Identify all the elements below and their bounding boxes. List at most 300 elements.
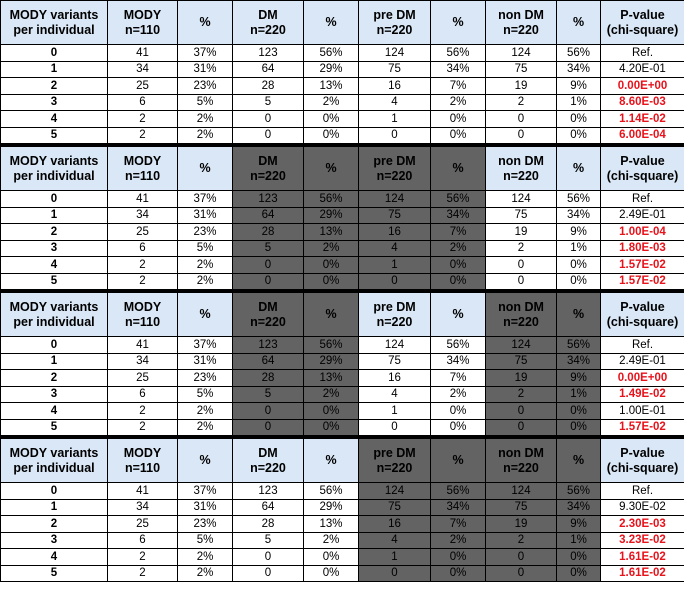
cell-pre-dm-pct: 56% (431, 337, 486, 354)
cell-pre-dm-pct: 56% (431, 191, 486, 208)
table-row (1, 224, 684, 241)
cell-mody-count: 41 (108, 45, 178, 62)
cell-non-dm-count: 19 (486, 224, 557, 241)
cell-variants: 1 (1, 353, 108, 370)
cell-non-dm-count: 124 (486, 337, 557, 354)
header-line: DM (258, 7, 278, 22)
cell-mody-count: 2 (108, 127, 178, 144)
cell-dm-count: 5 (233, 240, 304, 257)
cell-dm-pct: 29% (304, 353, 359, 370)
cell-p-value: 9.30E-02 (601, 499, 684, 516)
cell-non-dm-count: 0 (486, 273, 557, 290)
header-line: (chi-square) (606, 460, 679, 475)
cell-non-dm-pct: 34% (557, 499, 601, 516)
cell-non-dm-pct: 1% (557, 532, 601, 549)
table-row (1, 370, 684, 387)
cell-mody-count: 25 (108, 516, 178, 533)
cell-pre-dm-pct: 34% (431, 61, 486, 78)
cell-pre-dm-pct: 0% (431, 127, 486, 144)
cell-pre-dm-count: 4 (359, 386, 431, 403)
cell-mody-pct: 31% (178, 207, 233, 224)
header-line: n=220 (376, 168, 413, 183)
cell-variants: 5 (1, 565, 108, 582)
cell-mody-count: 6 (108, 532, 178, 549)
cell-dm-pct: 13% (304, 78, 359, 95)
cell-dm-count: 123 (233, 45, 304, 62)
header-non-dm-count (486, 146, 557, 191)
cell-mody-count: 41 (108, 337, 178, 354)
cell-mody-count: 25 (108, 224, 178, 241)
cell-p-value: 1.00E-01 (601, 403, 684, 420)
table-row (1, 240, 684, 257)
cell-variants: 3 (1, 240, 108, 257)
cell-mody-pct: 2% (178, 127, 233, 144)
cell-mody-pct: 2% (178, 257, 233, 274)
header-mody-pct: % (178, 438, 233, 483)
header-row (1, 1, 684, 45)
header-mody-count (108, 146, 178, 191)
table-row (1, 94, 684, 111)
cell-pre-dm-pct: 7% (431, 78, 486, 95)
header-line: per individual (13, 168, 95, 183)
cell-dm-pct: 2% (304, 94, 359, 111)
header-non-dm-count (486, 292, 557, 337)
cell-non-dm-pct: 34% (557, 61, 601, 78)
cell-variants: 0 (1, 483, 108, 500)
cell-pre-dm-count: 124 (359, 45, 431, 62)
cell-variants: 1 (1, 61, 108, 78)
cell-variants: 2 (1, 370, 108, 387)
header-line: n=220 (250, 460, 286, 475)
cell-mody-pct: 31% (178, 353, 233, 370)
header-line: P-value (620, 7, 665, 22)
cell-non-dm-count: 0 (486, 127, 557, 144)
header-pre-dm-count (359, 438, 431, 483)
header-line: n=220 (250, 314, 286, 329)
header-row (1, 438, 684, 483)
cell-pre-dm-count: 1 (359, 111, 431, 128)
cell-mody-count: 2 (108, 419, 178, 436)
table-row (1, 207, 684, 224)
cell-variants: 4 (1, 257, 108, 274)
cell-dm-count: 64 (233, 207, 304, 224)
cell-pre-dm-pct: 2% (431, 532, 486, 549)
table-row (1, 127, 684, 144)
table-row (1, 191, 684, 208)
cell-non-dm-count: 2 (486, 532, 557, 549)
cell-mody-count: 2 (108, 257, 178, 274)
header-mody-count (108, 438, 178, 483)
header-mody-pct: % (178, 146, 233, 191)
cell-mody-pct: 2% (178, 273, 233, 290)
cell-mody-pct: 5% (178, 386, 233, 403)
cell-variants: 3 (1, 386, 108, 403)
cell-dm-count: 5 (233, 532, 304, 549)
cell-mody-pct: 5% (178, 532, 233, 549)
cell-non-dm-count: 124 (486, 45, 557, 62)
cell-non-dm-pct: 9% (557, 370, 601, 387)
cell-dm-pct: 0% (304, 257, 359, 274)
cell-dm-pct: 2% (304, 240, 359, 257)
header-line: P-value (620, 445, 665, 460)
header-row (1, 292, 684, 337)
table-row (1, 549, 684, 566)
cell-pre-dm-pct: 34% (431, 499, 486, 516)
header-row (1, 146, 684, 191)
header-line: non DM (498, 153, 544, 168)
header-line: n=220 (376, 314, 413, 329)
cell-mody-count: 34 (108, 353, 178, 370)
cell-variants: 3 (1, 532, 108, 549)
cell-mody-pct: 37% (178, 45, 233, 62)
cell-dm-count: 0 (233, 549, 304, 566)
header-non-dm-pct: % (557, 438, 601, 483)
cell-p-value: 2.49E-01 (601, 207, 684, 224)
cell-pre-dm-pct: 0% (431, 403, 486, 420)
cell-dm-pct: 13% (304, 224, 359, 241)
cell-variants: 2 (1, 78, 108, 95)
cell-non-dm-count: 2 (486, 240, 557, 257)
table-row (1, 419, 684, 436)
table-row (1, 111, 684, 128)
header-line: pre DM (373, 7, 416, 22)
header-variants (1, 292, 108, 337)
header-pre-dm-count (359, 146, 431, 191)
cell-pre-dm-pct: 0% (431, 565, 486, 582)
table-row (1, 483, 684, 500)
cell-pre-dm-count: 75 (359, 499, 431, 516)
cell-variants: 5 (1, 419, 108, 436)
cell-mody-pct: 2% (178, 565, 233, 582)
cell-pre-dm-pct: 2% (431, 94, 486, 111)
cell-non-dm-pct: 0% (557, 549, 601, 566)
cell-p-value: Ref. (601, 337, 684, 354)
header-line: P-value (620, 153, 665, 168)
header-pre-dm-count (359, 292, 431, 337)
header-line: n=220 (376, 22, 413, 37)
header-dm-pct: % (304, 438, 359, 483)
header-line: MODY (123, 445, 162, 460)
cell-dm-count: 123 (233, 191, 304, 208)
table-block-4 (0, 436, 684, 582)
cell-variants: 4 (1, 549, 108, 566)
header-mody-pct: % (178, 1, 233, 45)
header-line: MODY (123, 7, 162, 22)
header-line: MODY (123, 153, 162, 168)
cell-mody-count: 25 (108, 78, 178, 95)
header-dm-pct: % (304, 1, 359, 45)
header-line: pre DM (373, 445, 416, 460)
cell-p-value: Ref. (601, 191, 684, 208)
cell-mody-pct: 2% (178, 111, 233, 128)
cell-dm-pct: 0% (304, 565, 359, 582)
cell-mody-count: 6 (108, 94, 178, 111)
cell-p-value: 0.00E+00 (601, 370, 684, 387)
table-block-2 (0, 144, 684, 290)
cell-pre-dm-count: 124 (359, 337, 431, 354)
header-line: n=220 (503, 460, 539, 475)
cell-pre-dm-count: 75 (359, 207, 431, 224)
cell-mody-count: 2 (108, 273, 178, 290)
table-row (1, 353, 684, 370)
cell-non-dm-count: 19 (486, 370, 557, 387)
cell-mody-count: 6 (108, 240, 178, 257)
header-variants (1, 438, 108, 483)
cell-dm-pct: 0% (304, 127, 359, 144)
cell-dm-count: 0 (233, 127, 304, 144)
table-row (1, 532, 684, 549)
cell-dm-pct: 0% (304, 549, 359, 566)
cell-mody-pct: 23% (178, 516, 233, 533)
cell-non-dm-pct: 0% (557, 111, 601, 128)
cell-pre-dm-pct: 0% (431, 257, 486, 274)
cell-p-value: 2.49E-01 (601, 353, 684, 370)
cell-pre-dm-pct: 7% (431, 370, 486, 387)
cell-p-value: 0.00E+00 (601, 78, 684, 95)
cell-mody-pct: 31% (178, 499, 233, 516)
cell-mody-count: 34 (108, 499, 178, 516)
cell-non-dm-count: 0 (486, 549, 557, 566)
header-non-dm-pct: % (557, 292, 601, 337)
cell-non-dm-pct: 9% (557, 516, 601, 533)
cell-mody-pct: 2% (178, 419, 233, 436)
cell-pre-dm-pct: 0% (431, 549, 486, 566)
table-row (1, 337, 684, 354)
header-line: (chi-square) (606, 22, 679, 37)
cell-pre-dm-count: 0 (359, 273, 431, 290)
cell-dm-count: 0 (233, 273, 304, 290)
header-dm-count (233, 1, 304, 45)
cell-dm-pct: 0% (304, 419, 359, 436)
cell-pre-dm-pct: 56% (431, 45, 486, 62)
cell-mody-count: 25 (108, 370, 178, 387)
cell-dm-count: 0 (233, 565, 304, 582)
cell-p-value: 1.57E-02 (601, 273, 684, 290)
header-line: MODY variants (9, 299, 99, 314)
cell-dm-pct: 0% (304, 273, 359, 290)
cell-variants: 0 (1, 337, 108, 354)
cell-non-dm-pct: 56% (557, 45, 601, 62)
header-line: n=110 (124, 22, 161, 37)
cell-pre-dm-count: 124 (359, 191, 431, 208)
cell-pre-dm-count: 0 (359, 127, 431, 144)
header-dm-pct: % (304, 292, 359, 337)
header-line: DM (258, 299, 278, 314)
header-line: (chi-square) (606, 168, 679, 183)
cell-variants: 1 (1, 207, 108, 224)
header-line: (chi-square) (606, 314, 679, 329)
header-pre-dm-pct: % (431, 1, 486, 45)
cell-non-dm-count: 0 (486, 111, 557, 128)
header-line: non DM (498, 299, 544, 314)
cell-p-value: Ref. (601, 45, 684, 62)
header-dm-pct: % (304, 146, 359, 191)
cell-dm-count: 28 (233, 78, 304, 95)
header-p-value (601, 1, 684, 45)
header-p-value (601, 292, 684, 337)
cell-variants: 1 (1, 499, 108, 516)
cell-dm-pct: 0% (304, 111, 359, 128)
cell-mody-count: 2 (108, 403, 178, 420)
cell-mody-pct: 5% (178, 94, 233, 111)
table-row (1, 61, 684, 78)
header-line: per individual (13, 314, 95, 329)
header-line: P-value (620, 299, 665, 314)
cell-pre-dm-pct: 34% (431, 207, 486, 224)
cell-dm-count: 0 (233, 403, 304, 420)
header-non-dm-pct: % (557, 1, 601, 45)
cell-mody-pct: 23% (178, 224, 233, 241)
cell-pre-dm-count: 4 (359, 532, 431, 549)
cell-variants: 4 (1, 403, 108, 420)
cell-p-value: 1.61E-02 (601, 565, 684, 582)
cell-pre-dm-pct: 0% (431, 419, 486, 436)
cell-non-dm-pct: 0% (557, 403, 601, 420)
cell-variants: 5 (1, 273, 108, 290)
cell-dm-pct: 56% (304, 45, 359, 62)
cell-pre-dm-pct: 34% (431, 353, 486, 370)
cell-p-value: 1.80E-03 (601, 240, 684, 257)
cell-non-dm-pct: 0% (557, 257, 601, 274)
header-non-dm-count (486, 438, 557, 483)
cell-pre-dm-count: 0 (359, 565, 431, 582)
cell-p-value: 8.60E-03 (601, 94, 684, 111)
cell-p-value: 2.30E-03 (601, 516, 684, 533)
cell-non-dm-pct: 1% (557, 386, 601, 403)
header-p-value (601, 146, 684, 191)
cell-mody-pct: 23% (178, 78, 233, 95)
header-dm-count (233, 292, 304, 337)
cell-variants: 2 (1, 224, 108, 241)
header-line: n=110 (124, 168, 161, 183)
table-row (1, 45, 684, 62)
cell-variants: 0 (1, 45, 108, 62)
cell-pre-dm-pct: 7% (431, 516, 486, 533)
cell-pre-dm-pct: 0% (431, 111, 486, 128)
cell-variants: 2 (1, 516, 108, 533)
header-line: n=220 (250, 168, 286, 183)
cell-mody-count: 34 (108, 207, 178, 224)
table-row (1, 403, 684, 420)
cell-dm-pct: 56% (304, 337, 359, 354)
cell-pre-dm-count: 16 (359, 516, 431, 533)
table-row (1, 273, 684, 290)
cell-pre-dm-pct: 2% (431, 386, 486, 403)
header-line: DM (258, 445, 278, 460)
cell-non-dm-pct: 0% (557, 273, 601, 290)
header-line: n=220 (376, 460, 413, 475)
header-variants (1, 146, 108, 191)
cell-non-dm-count: 0 (486, 419, 557, 436)
cell-dm-count: 28 (233, 370, 304, 387)
header-pre-dm-count (359, 1, 431, 45)
cell-dm-count: 5 (233, 94, 304, 111)
header-line: pre DM (373, 153, 416, 168)
cell-non-dm-count: 124 (486, 191, 557, 208)
cell-pre-dm-pct: 7% (431, 224, 486, 241)
table-block-3 (0, 290, 684, 436)
cell-p-value: 1.57E-02 (601, 419, 684, 436)
cell-non-dm-pct: 56% (557, 191, 601, 208)
cell-non-dm-pct: 9% (557, 78, 601, 95)
cell-pre-dm-count: 16 (359, 78, 431, 95)
header-mody-count (108, 292, 178, 337)
cell-p-value: 6.00E-04 (601, 127, 684, 144)
cell-pre-dm-pct: 2% (431, 240, 486, 257)
cell-mody-count: 41 (108, 191, 178, 208)
cell-non-dm-count: 0 (486, 403, 557, 420)
header-p-value (601, 438, 684, 483)
cell-non-dm-pct: 34% (557, 353, 601, 370)
cell-non-dm-count: 75 (486, 61, 557, 78)
cell-dm-count: 64 (233, 61, 304, 78)
cell-p-value: 1.61E-02 (601, 549, 684, 566)
header-variants (1, 1, 108, 45)
cell-dm-count: 5 (233, 386, 304, 403)
cell-mody-pct: 37% (178, 191, 233, 208)
cell-mody-pct: 37% (178, 337, 233, 354)
cell-mody-pct: 2% (178, 403, 233, 420)
header-line: MODY (123, 299, 162, 314)
cell-p-value: 3.23E-02 (601, 532, 684, 549)
cell-variants: 3 (1, 94, 108, 111)
cell-non-dm-count: 75 (486, 207, 557, 224)
header-line: n=110 (124, 314, 161, 329)
header-pre-dm-pct: % (431, 438, 486, 483)
cell-non-dm-count: 19 (486, 78, 557, 95)
cell-pre-dm-count: 16 (359, 224, 431, 241)
cell-dm-pct: 56% (304, 191, 359, 208)
header-pre-dm-pct: % (431, 146, 486, 191)
header-line: MODY variants (9, 445, 99, 460)
cell-non-dm-pct: 0% (557, 419, 601, 436)
table-row (1, 78, 684, 95)
header-line: n=110 (124, 460, 161, 475)
header-line: n=220 (503, 314, 539, 329)
cell-pre-dm-count: 1 (359, 257, 431, 274)
cell-dm-count: 0 (233, 111, 304, 128)
cell-variants: 5 (1, 127, 108, 144)
cell-p-value: 1.14E-02 (601, 111, 684, 128)
header-line: MODY variants (9, 153, 99, 168)
cell-pre-dm-count: 1 (359, 549, 431, 566)
cell-variants: 4 (1, 111, 108, 128)
cell-pre-dm-count: 75 (359, 61, 431, 78)
cell-dm-count: 28 (233, 516, 304, 533)
header-line: non DM (498, 445, 544, 460)
cell-mody-count: 6 (108, 386, 178, 403)
cell-non-dm-pct: 0% (557, 565, 601, 582)
cell-pre-dm-count: 4 (359, 94, 431, 111)
cell-non-dm-count: 0 (486, 257, 557, 274)
header-mody-count (108, 1, 178, 45)
cell-dm-count: 64 (233, 353, 304, 370)
header-line: DM (258, 153, 278, 168)
cell-pre-dm-count: 0 (359, 419, 431, 436)
cell-mody-count: 2 (108, 565, 178, 582)
header-line: per individual (13, 22, 95, 37)
cell-dm-pct: 2% (304, 386, 359, 403)
cell-dm-pct: 29% (304, 499, 359, 516)
cell-non-dm-pct: 0% (557, 127, 601, 144)
cell-p-value: 1.00E-04 (601, 224, 684, 241)
cell-dm-pct: 56% (304, 483, 359, 500)
cell-dm-pct: 13% (304, 370, 359, 387)
cell-dm-pct: 29% (304, 61, 359, 78)
cell-mody-pct: 31% (178, 61, 233, 78)
cell-pre-dm-count: 1 (359, 403, 431, 420)
cell-non-dm-pct: 1% (557, 94, 601, 111)
